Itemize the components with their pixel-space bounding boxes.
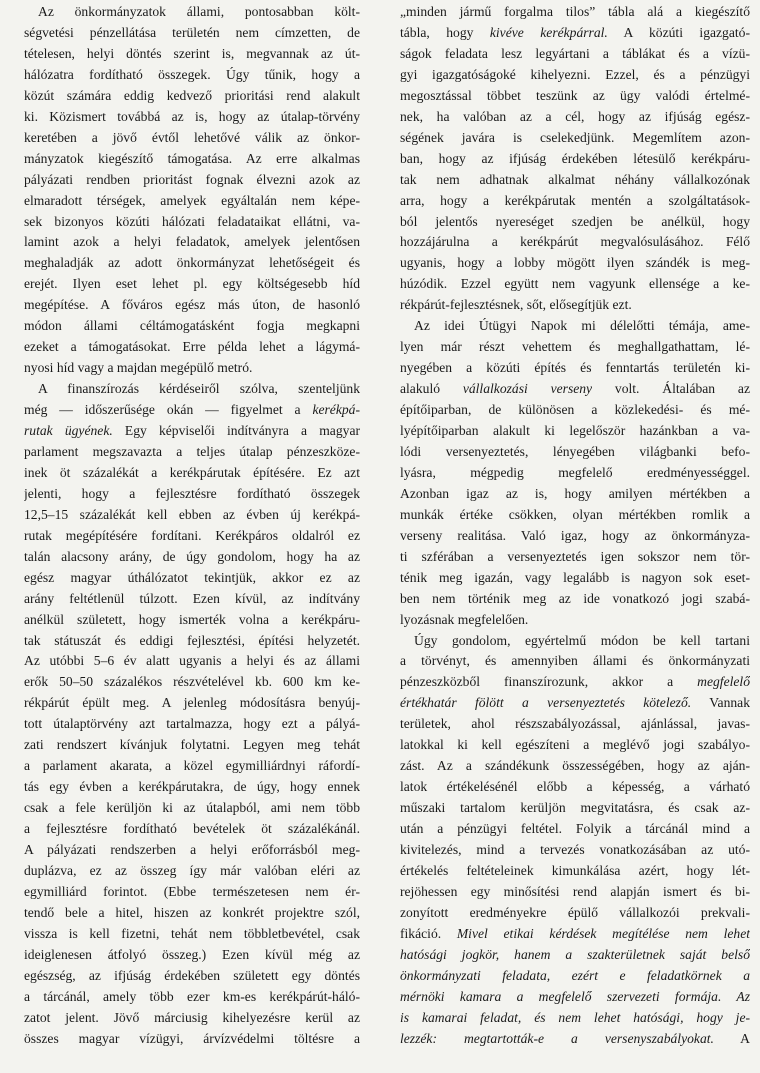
text-line: A pályázati rendszerben a helyi erőforrásból meg- [24, 842, 360, 857]
text-line: a törvényt, és amennyiben állami és önkormányzati [400, 653, 750, 669]
text-line: lyásra, mégpedig megfelelő eredményességgel. [400, 464, 750, 480]
text-line: módon állami céltámogatásként fogja megkapni [24, 318, 360, 334]
text-line: tak nem adhatnak alkalmat néhány vállalkozónak [400, 171, 750, 187]
text-line: rejöhessen egy minősítési rend alapján ismert és bi- [400, 883, 750, 899]
text-line: területek, ahol részszabályozással, ajánlással, javas- [400, 716, 750, 732]
text-line: ideiglenesen átfolyó összeg.) Ezen kívül még az [24, 946, 360, 962]
text-line: talán alacsony arány, de úgy gondolom, hogy ha az [24, 548, 360, 564]
text-line: mérnöki kamara a megfelelő szervezeti formája. Az [400, 988, 750, 1004]
text-line: közút számára eddig kedvező prioritási rend alakult [24, 87, 360, 103]
text-line: ségének javára is cselekedjünk. Megemlítem azon- [400, 129, 750, 145]
text-line: rékpárút épült meg. A jelenleg módosításra benyúj- [24, 695, 360, 711]
text-line: munkák értéke csökken, olyan mértékben romlik a [400, 506, 750, 522]
text-line: verseny realitása. Való igaz, hogy az önkormányza- [400, 527, 750, 543]
text-line: műszaki tartalom kerüljön megvitatásra, és csak az- [400, 800, 750, 816]
text-line: a fejlesztésre fordítható bevételek öt százalékánál. [24, 821, 360, 837]
text-line: tás egy évben a kerékpárutakra, de úgy, hogy ennek [24, 779, 360, 795]
text-line: pályázati rendben prioritást fognak élvezni azok az [24, 171, 360, 187]
text-line: Az utóbbi 5–6 év alatt ugyanis a helyi és az állami [24, 653, 360, 669]
text-line: meghaladják az adott önkormányzat lehetőségeit és [24, 255, 360, 271]
text-line: latokkal ki kell egészíteni a meglévő jogi szabályo- [400, 737, 750, 753]
text-line: sek bizonyos közúti hálózati feladataikat ellátni, va- [24, 213, 360, 229]
text-line: tendő bele a hitel, hiszen az konkrét projektre szól, [24, 904, 360, 920]
text-line: inek öt százalékát a kerékpárutak építésére. Ez azt [24, 464, 360, 480]
text-line: ugyanis, hogy a lobby mögött ilyen szándék is meg- [400, 255, 750, 271]
text-line: nek, ha valóban az a cél, hogy az ifjúság egész- [400, 108, 750, 124]
text-line: ban, hogy az ifjúság érdekében létesülő kerékpáru- [400, 150, 750, 166]
text-line: Úgy gondolom, egyértelmű módon be kell tartani [414, 632, 750, 648]
text-line: csak a fele kerüljön ki az útalapból, ami nem több [24, 800, 360, 816]
text-line: kivitelezés, mind a tervezés vonatkozásában az utó- [400, 842, 750, 857]
text-line: vissza is kell fizetni, tehát nem többletbevétel, csak [24, 925, 360, 941]
text-line: alakuló vállalkozási verseny volt. Általában az [400, 381, 750, 397]
text-line: hozzájárulna a kerékpárút megvalósulásához. Félő [400, 234, 750, 250]
text-line: keretében a jövő évtől lehetővé válik az önkor- [24, 129, 360, 145]
text-line: nyegében a közúti építés és fenntartás területén ki- [400, 360, 750, 376]
text-line: elmaradott térségek, amelyek egyáltalán nem képe- [24, 192, 360, 208]
text-line: tételesen, helyi döntés szerint is, megvannak az út- [24, 45, 360, 61]
text-line: duplázva, ez az összeg így már valóban eléri az [24, 862, 360, 878]
text-line: lezzék: megtartották-e a versenyszabályokat. A [400, 1030, 750, 1046]
text-line: hatósági jogkör, hanem a szakterületnek saját belső [400, 946, 750, 962]
text-line: nyosi híd vagy a majdan megépülő metró. [24, 360, 253, 376]
text-line: a tárcánál, amely több ezer km-es kerékpárút-háló- [24, 988, 360, 1004]
text-line: lyépítőiparban alakult ki legelőször hazánkban a va- [400, 423, 750, 438]
text-line: gyi igazgatóságoké kihelyezni. Ezzel, és a pénzügyi [400, 66, 750, 82]
text-line: „minden jármű forgalma tilos” tábla alá a kiegészítő [400, 4, 750, 19]
text-line: lyen már részt vehettem és meghallgathattam, lé- [400, 339, 750, 355]
text-line: anélkül született, hogy ismerték volna a kerékpáru- [24, 611, 360, 627]
text-line: lódi versenyeztetés, lényegében világbanki befo- [400, 443, 750, 459]
text-line: zatot jelent. Jövő márciusig kihelyezésre kerül az [24, 1009, 360, 1025]
text-line: fikáció. Mivel etikai kérdések megítélése nem lehet [400, 925, 750, 941]
text-line: erejét. Ilyen eset lehet pl. egy költségesebb híd [24, 276, 360, 292]
text-line: tábla, hogy kivéve kerékpárral. A közúti igazgató- [400, 24, 750, 40]
text-line: rékpárút-fejlesztésnek, sőt, elősegítjük ezt. [400, 297, 632, 313]
text-line: zást. Az a szándékunk összességében, hogy az aján- [400, 758, 750, 774]
text-line: a parlament akarata, a közel egymilliárdnyi ráfordí- [24, 758, 360, 774]
text-line: ségvetési pénzellátása területén nem címzetten, de [24, 24, 360, 40]
text-line: még — időszerűsége okán — figyelmet a kerékpá- [24, 402, 360, 418]
text-line: is kamarai feladat, és nem lehet hatósági, hogy je- [400, 1009, 750, 1025]
text-line: parlament megszavazta a teljes útalap pénzeszköze- [24, 443, 360, 459]
text-line: rutak ügyének. Egy képviselői indítványra a magyar [24, 423, 360, 438]
text-line: értékhatár fölött a versenyeztetés kötelező. Vannak [400, 695, 750, 711]
text-line: hálózatra fordítható összegek. Úgy tűnik, hogy a [24, 66, 360, 82]
text-line: arány feltétlenül túlzott. Ezen kívül, az indítvány [24, 590, 360, 606]
text-line: megépítése. A főváros egész más úton, de hasonló [24, 297, 360, 313]
text-line: lyozásnak megfelelően. [400, 611, 529, 627]
text-line: mányzatok kiegészítő támogatása. Az erre alkalmas [24, 150, 360, 166]
text-line: önkormányzati feladata, ezért e feladatkörnek a [400, 967, 750, 983]
text-line: ti szférában a versenyeztetés igen sokszor nem tör- [400, 548, 750, 564]
text-line: után a pénzügyi feltétel. Folyik a tárcánál mind a [400, 821, 750, 837]
text-line: latok értékelésénél előbb a képesség, a várható [400, 779, 750, 795]
text-line: ténik meg igazán, vagy legalább is nagyon sok eset- [400, 569, 750, 585]
text-line: ból jelentős nyereséget szedjen be anélkül, hogy [400, 213, 750, 229]
text-line: Az önkormányzatok állami, pontosabban költ- [38, 4, 360, 19]
text-line: tak státuszát és eddigi fejlesztési, építési helyzetét. [24, 632, 360, 648]
text-line: lamint azok a helyi feladatok, amelyek jelentősen [24, 234, 360, 250]
text-line: ki. Közismert továbbá az is, hogy az útalap-törvény [24, 108, 360, 124]
text-line: megosztással többet teszünk az ügy valódi értelmé- [400, 87, 750, 103]
text-line: erők 50–50 százalékos részvételével kb. 600 km ke- [24, 674, 360, 690]
text-line: építőiparban, de különösen a közlekedési- és mé- [400, 402, 750, 418]
text-line: ságok feladata lesz legyártani a táblákat és a vízü- [400, 45, 750, 61]
text-line: Azonban igaz az is, hogy amilyen mértékben a [400, 485, 750, 501]
text-line: rutak megépítésére fordítani. Kerékpáros oldalról ez [24, 527, 360, 543]
text-line: egészség, az ifjúság érdekében született egy döntés [24, 967, 360, 983]
text-line: értékelés feltételeinek kimunkálása azért, hogy lét- [400, 862, 750, 878]
text-line: zonyított eredményekre épülő vállalkozói prekvali- [400, 904, 750, 920]
text-line: egymilliárd forintot. (Ebbe természetesen nem ér- [24, 883, 360, 899]
text-line: zati rendszert kívánjuk folytatni. Legyen meg tehát [24, 737, 360, 753]
text-line: pénzeszközből finanszírozunk, akkor a megfelelő [400, 674, 750, 690]
text-line: húzódik. Ezzel együtt nem vagyunk ellensége a ke- [400, 276, 750, 292]
text-line: Az idei Útügyi Napok mi délelőtti témája, ame- [414, 318, 750, 334]
text-line: jelenti, hogy a fejlesztésre fordítható összegek [24, 485, 360, 501]
text-line: összes magyar vízügyi, árvízvédelmi töltésre a [24, 1030, 360, 1046]
text-line: 12,5–15 százalékát kell ebben az évben új kerékpá- [24, 506, 360, 522]
text-line: tott útalaptörvény azt tartalmazza, hogy ezt a pályá- [24, 716, 360, 732]
text-line: A finanszírozás kérdéseiről szólva, szenteljünk [38, 381, 360, 397]
text-line: egész magyar úthálózatot tekintjük, akkor ez az [24, 569, 360, 585]
text-line: arra, hogy a kerékpárutak mentén a szolgáltatások- [400, 192, 750, 208]
text-line: ben nem történik meg az ide vonatkozó jogi szabá- [400, 590, 750, 606]
text-line: ezeket a támogatásokat. Erre példa lehet a lágymá- [24, 339, 360, 355]
